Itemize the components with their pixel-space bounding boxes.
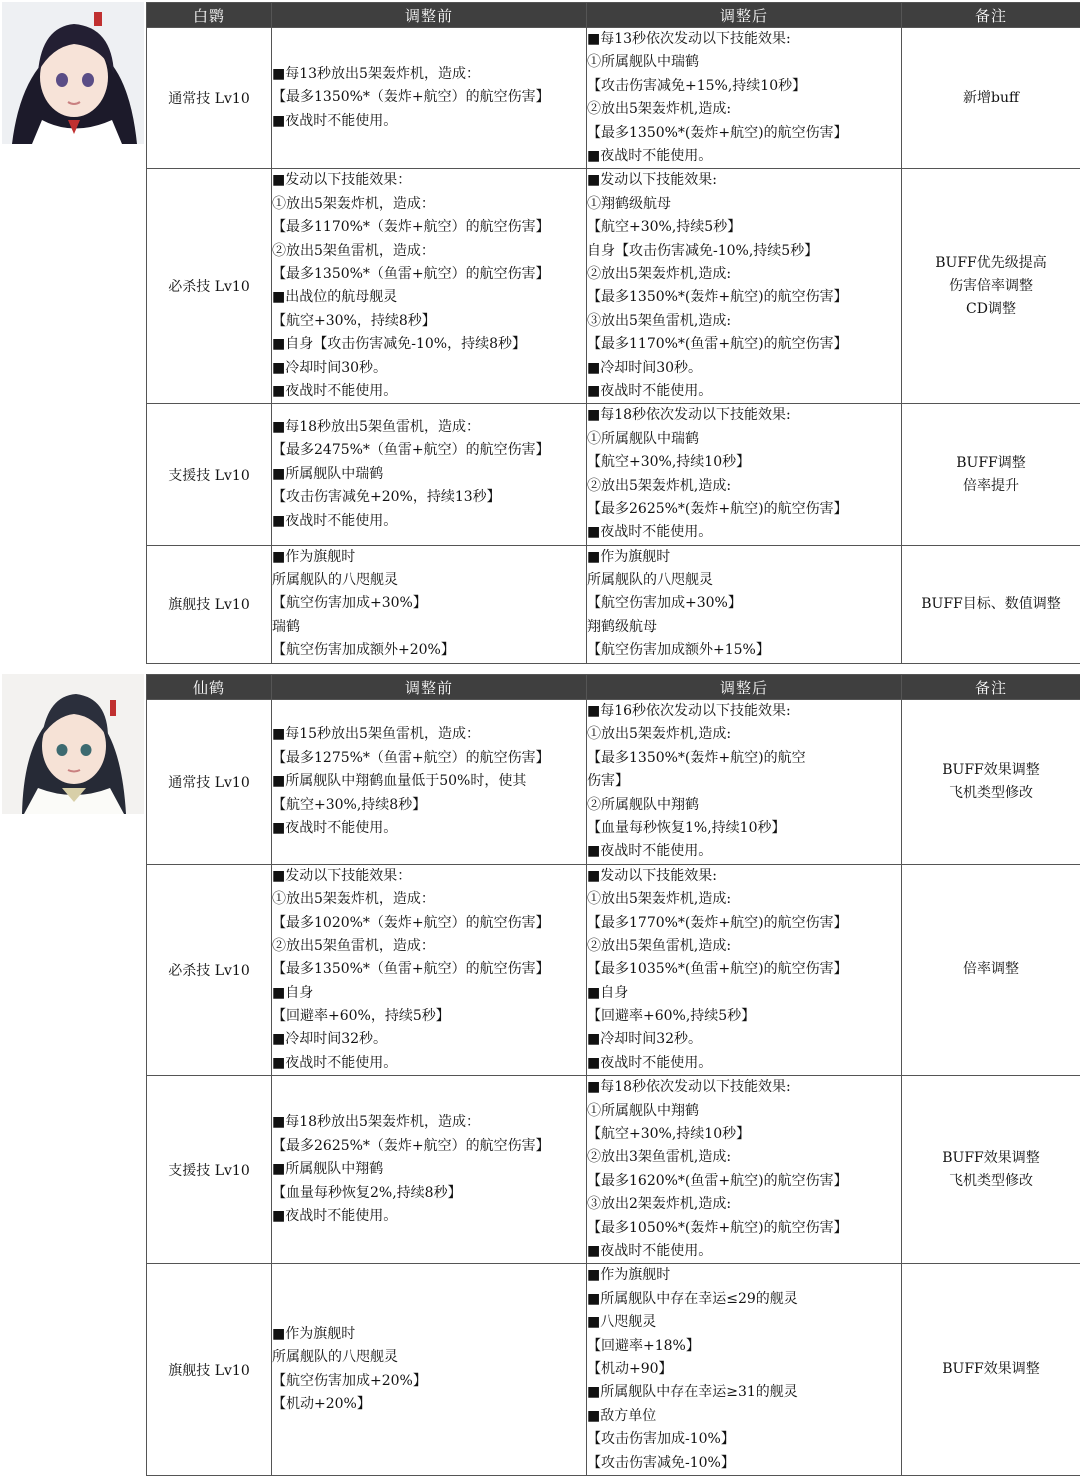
character-portrait-2 <box>2 674 144 814</box>
desc-line: 【最多1350%*（鱼雷+航空）的航空伤害】 <box>272 263 586 286</box>
desc-line: 【最多1035%*(鱼雷+航空)的航空伤害】 <box>587 958 901 981</box>
desc-line: 翔鹤级航母 <box>587 616 901 639</box>
desc-line: 伤害】 <box>587 770 901 793</box>
desc-line: ②放出5架轰炸机,造成: <box>587 475 901 498</box>
table-row <box>147 1076 1080 1264</box>
desc-line: 【机动+90】 <box>587 1358 901 1381</box>
desc-line: ■冷却时间30秒。 <box>587 357 901 380</box>
note-line: BUFF效果调整 <box>902 1358 1080 1381</box>
desc-line: ■夜战时不能使用。 <box>272 817 586 840</box>
header-before: 调整前 <box>272 675 587 700</box>
skill-note <box>902 700 1080 865</box>
desc-line: 【航空伤害加成+30%】 <box>272 592 586 615</box>
note-line: 新增buff <box>902 87 1080 110</box>
desc-line: ■所属舰队中存在幸运≥31的舰灵 <box>587 1381 901 1404</box>
desc-line: ■夜战时不能使用。 <box>587 1240 901 1263</box>
desc-line: ②放出5架鱼雷机,造成: <box>587 935 901 958</box>
desc-line: ■夜战时不能使用。 <box>272 1205 586 1228</box>
desc-line: 【最多1350%*(轰炸+航空)的航空伤害】 <box>587 286 901 309</box>
skill-after <box>587 700 902 865</box>
desc-line: ■每16秒依次发动以下技能效果: <box>587 700 901 723</box>
header-character: 白鹮 <box>147 3 272 28</box>
table-header-row <box>147 675 1080 700</box>
desc-line: ■每18秒放出5架轰炸机，造成： <box>272 1111 586 1134</box>
header-note: 备注 <box>902 675 1080 700</box>
skill-after <box>587 404 902 545</box>
note-line: 倍率提升 <box>902 475 1080 498</box>
desc-line: 所属舰队的八咫舰灵 <box>587 569 901 592</box>
desc-line: 【攻击伤害减免+20%，持续13秒】 <box>272 486 586 509</box>
desc-line: 【航空伤害加成+20%】 <box>272 1370 586 1393</box>
desc-line: ■所属舰队中翔鹤血量低于50%时，使其 <box>272 770 586 793</box>
note-line: 倍率调整 <box>902 958 1080 981</box>
skill-table-2 <box>146 674 1080 1476</box>
skill-note <box>902 864 1080 1076</box>
note-line: 伤害倍率调整 <box>902 275 1080 298</box>
table-row <box>147 1264 1080 1476</box>
desc-line: ■发动以下技能效果： <box>272 169 586 192</box>
desc-line: 【航空+30%,持续8秒】 <box>272 794 586 817</box>
desc-line: 【回避率+18%】 <box>587 1335 901 1358</box>
skill-before <box>272 700 587 865</box>
skill-before <box>272 1076 587 1264</box>
desc-line: 【最多1170%*(鱼雷+航空)的航空伤害】 <box>587 333 901 356</box>
desc-line: 所属舰队的八咫舰灵 <box>272 569 586 592</box>
header-after: 调整后 <box>587 675 902 700</box>
desc-line: ■每18秒依次发动以下技能效果: <box>587 404 901 427</box>
skill-note <box>902 1264 1080 1476</box>
header-after: 调整后 <box>587 3 902 28</box>
desc-line: ■自身【攻击伤害减免-10%，持续8秒】 <box>272 333 586 356</box>
desc-line: ③放出5架鱼雷机,造成: <box>587 310 901 333</box>
desc-line: ①放出5架轰炸机，造成： <box>272 888 586 911</box>
desc-line: 【血量每秒恢复2%,持续8秒】 <box>272 1182 586 1205</box>
note-line: BUFF目标、数值调整 <box>902 593 1080 616</box>
header-before: 调整前 <box>272 3 587 28</box>
skill-name: 必杀技 Lv10 <box>147 169 272 404</box>
desc-line: ①放出5架轰炸机,造成: <box>587 723 901 746</box>
desc-line: 【最多1020%*（轰炸+航空）的航空伤害】 <box>272 912 586 935</box>
desc-line: 【航空伤害加成+30%】 <box>587 592 901 615</box>
desc-line: ■发动以下技能效果: <box>587 169 901 192</box>
desc-line: ②放出5架轰炸机,造成: <box>587 263 901 286</box>
skill-name: 支援技 Lv10 <box>147 1076 272 1264</box>
desc-line: 【机动+20%】 <box>272 1393 586 1416</box>
skill-note <box>902 28 1080 169</box>
desc-line: ②所属舰队中翔鹤 <box>587 794 901 817</box>
desc-line: 【航空+30%,持续10秒】 <box>587 1123 901 1146</box>
desc-line: ■敌方单位 <box>587 1405 901 1428</box>
character-portrait-1 <box>2 2 144 144</box>
desc-line: 【最多1350%*(轰炸+航空)的航空伤害】 <box>587 122 901 145</box>
skill-name: 通常技 Lv10 <box>147 700 272 865</box>
desc-line: ■自身 <box>272 982 586 1005</box>
desc-line: ①放出5架轰炸机，造成： <box>272 193 586 216</box>
skill-after <box>587 169 902 404</box>
header-note: 备注 <box>902 3 1080 28</box>
desc-line: 【攻击伤害减免+15%,持续10秒】 <box>587 75 901 98</box>
desc-line: 【航空伤害加成额外+15%】 <box>587 639 901 662</box>
skill-after <box>587 545 902 663</box>
skill-note <box>902 169 1080 404</box>
desc-line: 【回避率+60%，持续5秒】 <box>272 1005 586 1028</box>
desc-line: ■冷却时间32秒。 <box>587 1028 901 1051</box>
skill-note <box>902 545 1080 663</box>
skill-before <box>272 545 587 663</box>
note-line: BUFF优先级提高 <box>902 252 1080 275</box>
desc-line: 【最多1350%*（轰炸+航空）的航空伤害】 <box>272 86 586 109</box>
skill-name: 旗舰技 Lv10 <box>147 1264 272 1476</box>
desc-line: ①所属舰队中瑞鹤 <box>587 428 901 451</box>
desc-line: ■所属舰队中翔鹤 <box>272 1158 586 1181</box>
desc-line: ■每13秒依次发动以下技能效果: <box>587 28 901 51</box>
portrait-illustration <box>2 674 144 814</box>
desc-line: 【最多1350%*(轰炸+航空)的航空 <box>587 747 901 770</box>
portrait-illustration <box>2 2 144 144</box>
desc-line: 【回避率+60%,持续5秒】 <box>587 1005 901 1028</box>
desc-line: ■出战位的航母舰灵 <box>272 286 586 309</box>
desc-line: ■自身 <box>587 982 901 1005</box>
note-line: BUFF效果调整 <box>902 759 1080 782</box>
skill-after <box>587 1264 902 1476</box>
desc-line: ■作为旗舰时 <box>587 1264 901 1287</box>
desc-line: ①翔鹤级航母 <box>587 193 901 216</box>
table-row <box>147 404 1080 545</box>
skill-name: 必杀技 Lv10 <box>147 864 272 1076</box>
desc-line: 【血量每秒恢复1%,持续10秒】 <box>587 817 901 840</box>
desc-line: 【攻击伤害减免-10%】 <box>587 1452 901 1475</box>
note-line: BUFF效果调整 <box>902 1147 1080 1170</box>
skill-note <box>902 404 1080 545</box>
skill-name: 旗舰技 Lv10 <box>147 545 272 663</box>
desc-line: 【航空+30%,持续5秒】 <box>587 216 901 239</box>
desc-line: ■发动以下技能效果: <box>587 865 901 888</box>
desc-line: ■冷却时间32秒。 <box>272 1028 586 1051</box>
skill-after <box>587 864 902 1076</box>
table-row <box>147 700 1080 865</box>
note-line: BUFF调整 <box>902 452 1080 475</box>
desc-line: ■每18秒依次发动以下技能效果: <box>587 1076 901 1099</box>
desc-line: ③放出2架轰炸机,造成: <box>587 1193 901 1216</box>
desc-line: ②放出3架鱼雷机,造成: <box>587 1146 901 1169</box>
desc-line: ①所属舰队中翔鹤 <box>587 1100 901 1123</box>
note-line: 飞机类型修改 <box>902 1170 1080 1193</box>
table-row <box>147 169 1080 404</box>
desc-line: 【最多1620%*(鱼雷+航空)的航空伤害】 <box>587 1170 901 1193</box>
desc-line: ■作为旗舰时 <box>272 546 586 569</box>
desc-line: 【最多1770%*(轰炸+航空)的航空伤害】 <box>587 912 901 935</box>
desc-line: ①放出5架轰炸机,造成: <box>587 888 901 911</box>
desc-line: ■夜战时不能使用。 <box>587 840 901 863</box>
desc-line: 【最多1350%*（鱼雷+航空）的航空伤害】 <box>272 958 586 981</box>
note-line: CD调整 <box>902 298 1080 321</box>
skill-before <box>272 404 587 545</box>
desc-line: ■八咫舰灵 <box>587 1311 901 1334</box>
header-character: 仙鹤 <box>147 675 272 700</box>
desc-line: ■每15秒放出5架鱼雷机，造成： <box>272 723 586 746</box>
desc-line: ■夜战时不能使用。 <box>587 145 901 168</box>
desc-line: 【最多1050%*(轰炸+航空)的航空伤害】 <box>587 1217 901 1240</box>
desc-line: ①所属舰队中瑞鹤 <box>587 51 901 74</box>
desc-line: ②放出5架鱼雷机，造成： <box>272 935 586 958</box>
desc-line: 【航空+30%，持续8秒】 <box>272 310 586 333</box>
skill-name: 通常技 Lv10 <box>147 28 272 169</box>
desc-line: ■作为旗舰时 <box>587 546 901 569</box>
table-header-row <box>147 3 1080 28</box>
desc-line: 【最多1275%*（鱼雷+航空）的航空伤害】 <box>272 747 586 770</box>
skill-after <box>587 28 902 169</box>
skill-table-1 <box>146 2 1080 664</box>
note-line: 飞机类型修改 <box>902 782 1080 805</box>
desc-line: ■夜战时不能使用。 <box>587 380 901 403</box>
table-row <box>147 864 1080 1076</box>
desc-line: 【最多2475%*（鱼雷+航空）的航空伤害】 <box>272 439 586 462</box>
desc-line: ■夜战时不能使用。 <box>272 110 586 133</box>
desc-line: ■发动以下技能效果： <box>272 865 586 888</box>
skill-after <box>587 1076 902 1264</box>
desc-line: ■夜战时不能使用。 <box>587 1052 901 1075</box>
skill-before <box>272 864 587 1076</box>
desc-line: 自身【攻击伤害减免-10%,持续5秒】 <box>587 240 901 263</box>
skill-name: 支援技 Lv10 <box>147 404 272 545</box>
desc-line: 【最多1170%*（轰炸+航空）的航空伤害】 <box>272 216 586 239</box>
desc-line: 【航空伤害加成额外+20%】 <box>272 639 586 662</box>
desc-line: ■所属舰队中存在幸运≤29的舰灵 <box>587 1288 901 1311</box>
desc-line: 【攻击伤害加成-10%】 <box>587 1428 901 1451</box>
desc-line: ■作为旗舰时 <box>272 1323 586 1346</box>
skill-before <box>272 169 587 404</box>
desc-line: ②放出5架轰炸机,造成: <box>587 98 901 121</box>
skill-before <box>272 28 587 169</box>
desc-line: 瑞鹤 <box>272 616 586 639</box>
skill-before <box>272 1264 587 1476</box>
desc-line: ②放出5架鱼雷机，造成： <box>272 240 586 263</box>
table-row <box>147 28 1080 169</box>
desc-line: 【航空+30%,持续10秒】 <box>587 451 901 474</box>
skill-note <box>902 1076 1080 1264</box>
desc-line: ■每13秒放出5架轰炸机，造成： <box>272 63 586 86</box>
desc-line: ■所属舰队中瑞鹤 <box>272 463 586 486</box>
table-row <box>147 545 1080 663</box>
desc-line: ■夜战时不能使用。 <box>272 380 586 403</box>
desc-line: ■夜战时不能使用。 <box>587 521 901 544</box>
desc-line: 所属舰队的八咫舰灵 <box>272 1346 586 1369</box>
desc-line: ■夜战时不能使用。 <box>272 1052 586 1075</box>
desc-line: ■每18秒放出5架鱼雷机，造成： <box>272 416 586 439</box>
desc-line: 【最多2625%*(轰炸+航空)的航空伤害】 <box>587 498 901 521</box>
desc-line: ■夜战时不能使用。 <box>272 510 586 533</box>
desc-line: ■冷却时间30秒。 <box>272 357 586 380</box>
desc-line: 【最多2625%*（轰炸+航空）的航空伤害】 <box>272 1135 586 1158</box>
